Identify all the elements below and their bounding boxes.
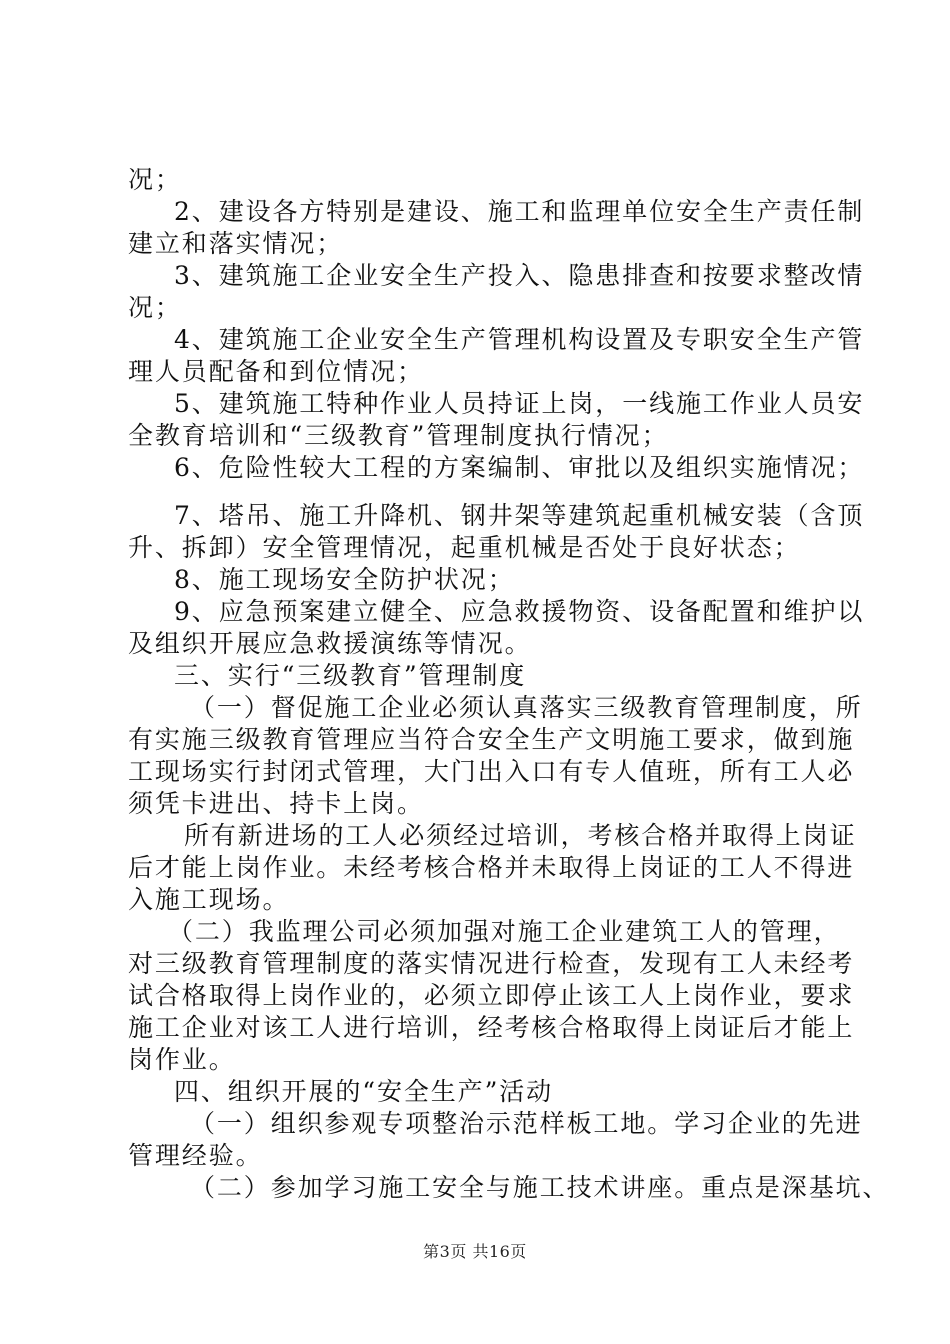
text-line: 6、危险性较大工程的方案编制、审批以及组织实施情况； xyxy=(174,453,865,482)
text-line: 有实施三级教育管理应当符合安全生产文明施工要求，做到施 xyxy=(128,725,855,754)
text-line: 后才能上岗作业。未经考核合格并未取得上岗证的工人不得进 xyxy=(128,853,855,882)
text-line: 工现场实行封闭式管理，大门出入口有专人值班，所有工人必 xyxy=(128,757,855,786)
text-line: 2、建设各方特别是建设、施工和监理单位安全生产责任制 xyxy=(174,197,865,226)
text-line: 施工企业对该工人进行培训，经考核合格取得上岗证后才能上 xyxy=(128,1013,855,1042)
text-line: 对三级教育管理制度的落实情况进行检查，发现有工人未经考 xyxy=(128,949,855,978)
text-line: 三、实行“三级教育”管理制度 xyxy=(174,661,527,690)
text-line: 理人员配备和到位情况； xyxy=(128,357,424,386)
text-line: （二）参加学习施工安全与施工技术讲座。重点是深基坑、 xyxy=(190,1173,890,1202)
text-line: 5、建筑施工特种作业人员持证上岗，一线施工作业人员安 xyxy=(174,389,865,418)
text-line: 四、组织开展的“安全生产”活动 xyxy=(174,1077,554,1106)
text-line: 升、拆卸）安全管理情况，起重机械是否处于良好状态； xyxy=(128,533,801,562)
text-line: 7、塔吊、施工升降机、钢井架等建筑起重机械安装（含顶 xyxy=(174,501,865,530)
page-footer: 第3页 共16页 xyxy=(423,1242,527,1261)
text-line: 全教育培训和“三级教育”管理制度执行情况； xyxy=(128,421,669,450)
text-line: 管理经验。 xyxy=(128,1141,263,1170)
text-line: 岗作业。 xyxy=(128,1045,236,1074)
text-line: （一）组织参观专项整治示范样板工地。学习企业的先进 xyxy=(190,1109,863,1138)
text-line: 况； xyxy=(128,293,182,322)
text-line: 须凭卡进出、持卡上岗。 xyxy=(128,789,424,818)
text-line: 8、施工现场安全防护状况； xyxy=(174,565,515,594)
text-line: 3、建筑施工企业安全生产投入、隐患排查和按要求整改情 xyxy=(174,261,865,290)
text-line: 9、应急预案建立健全、应急救援物资、设备配置和维护以 xyxy=(174,597,865,626)
text-line: 4、建筑施工企业安全生产管理机构设置及专职安全生产管 xyxy=(174,325,865,354)
text-line: （一）督促施工企业必须认真落实三级教育管理制度，所 xyxy=(190,693,863,722)
text-line: 试合格取得上岗作业的，必须立即停止该工人上岗作业，要求 xyxy=(128,981,855,1010)
text-line: （二）我监理公司必须加强对施工企业建筑工人的管理， xyxy=(168,917,841,946)
text-line: 所有新进场的工人必须经过培训，考核合格并取得上岗证 xyxy=(184,821,857,850)
text-line: 及组织开展应急救援演练等情况。 xyxy=(128,629,532,658)
text-line: 况； xyxy=(128,165,182,194)
text-line: 入施工现场。 xyxy=(128,885,290,914)
text-line: 建立和落实情况； xyxy=(128,229,344,258)
